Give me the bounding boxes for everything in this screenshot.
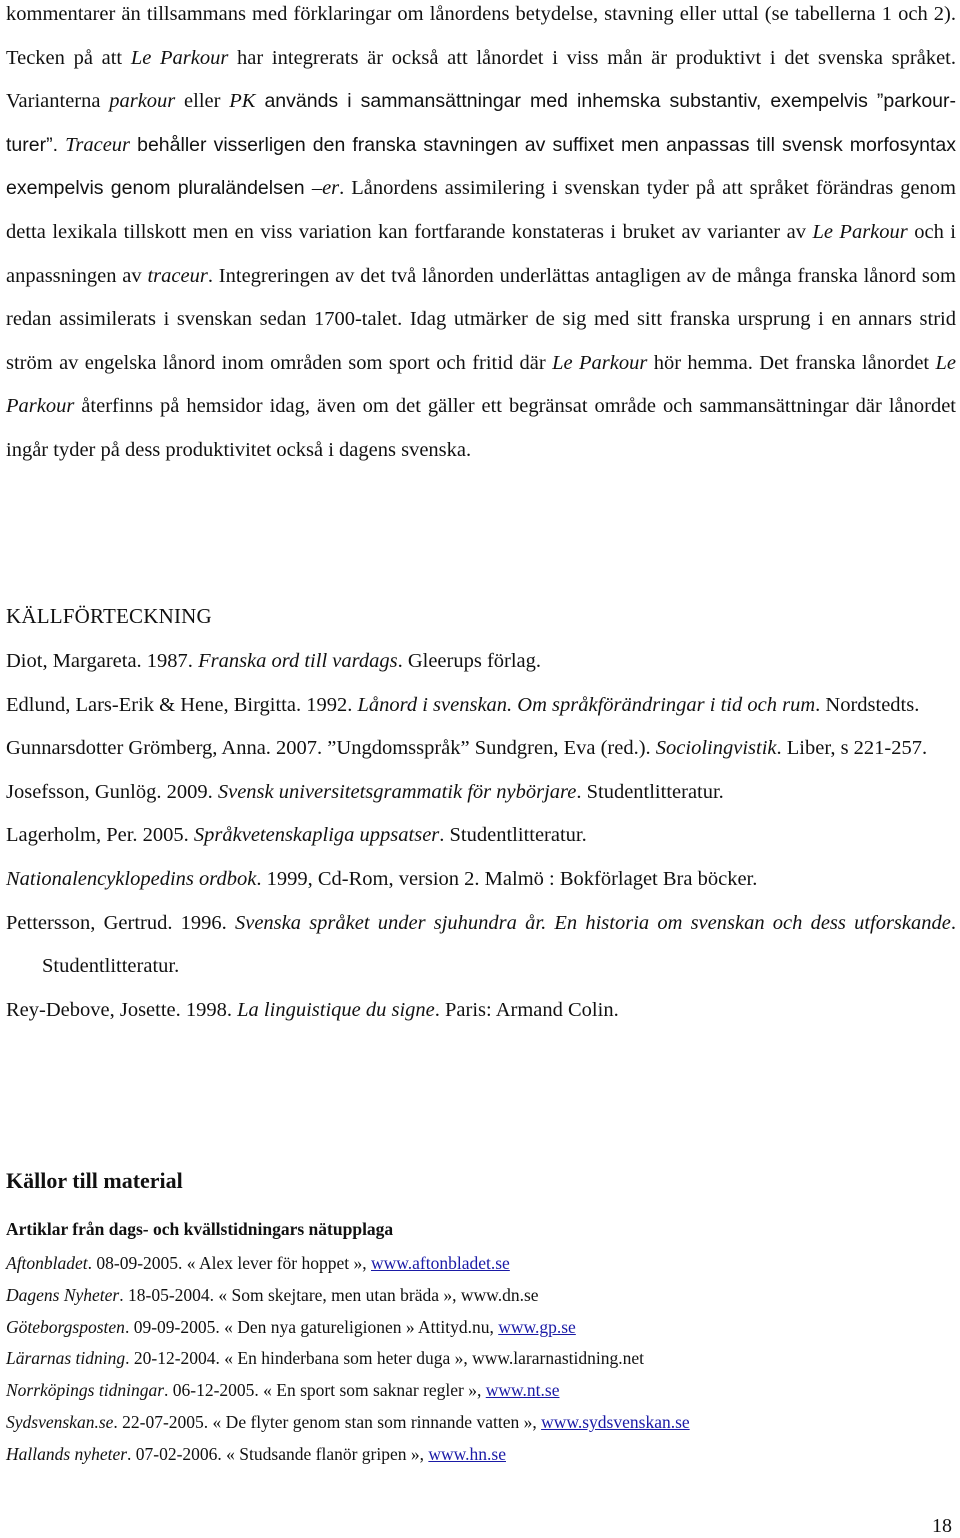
ref-title: Språkvetenskapliga uppsatser — [193, 824, 440, 847]
text-run: behåller visserligen den franska stavningen av suffixet men anpassas till svensk morfosyntax exempelvis genom pluraländelsen — [6, 133, 956, 200]
italic-term: Le Parkour — [130, 46, 229, 69]
references-heading: KÄLLFÖRTECKNING — [6, 604, 212, 628]
source-text: . 07-02-2006. « Studsande flanör gripen », — [127, 1443, 429, 1464]
source-text: . 09-09-2005. « Den nya gatureligionen » Attityd.nu, — [124, 1316, 499, 1337]
text-run: har integrerats är också att lånordet i viss mån är produktivt i det svenska språket. Varianterna — [6, 46, 956, 113]
source-title: Hallands nyheter — [6, 1443, 128, 1464]
italic-term: Le Parkour — [552, 351, 648, 374]
ref-text: Gunnarsdotter Grömberg, Anna. 2007. ”Ungdomsspråk” Sundgren, Eva (red.). — [6, 737, 656, 760]
source-item — [6, 1439, 690, 1471]
ref-text: Pettersson, Gertrud. 1996. — [6, 911, 235, 934]
source-item — [6, 1407, 690, 1439]
source-link[interactable]: www.sydsvenskan.se — [541, 1411, 690, 1432]
source-link[interactable]: www.gp.se — [498, 1316, 576, 1337]
source-text: . 18-05-2004. « Som skejtare, men utan bräda », www.dn.se — [119, 1284, 539, 1305]
ref-text: . Studentlitteratur. — [439, 824, 587, 847]
source-item — [6, 1312, 690, 1344]
ref-text: . Studentlitteratur. — [576, 780, 724, 803]
ref-title: Svenska språket under sjuhundra år. En historia om svenskan och dess utforskande — [234, 911, 951, 934]
ref-title: La linguistique du signe — [237, 998, 435, 1021]
source-text: . 06-12-2005. « En sport som saknar regler », — [164, 1380, 486, 1401]
italic-term: Le Parkour — [812, 220, 908, 243]
ref-text: . Gleerups förlag. — [397, 650, 542, 672]
reference-item — [6, 771, 956, 815]
source-title: Dagens Nyheter — [6, 1284, 120, 1305]
text-run: återfinns på hemsidor idag, även om det gäller ett begränsat område och sammansättningar där lånordet ingår tyder på dess produktivitet också i dagens svenska. — [6, 395, 956, 461]
source-title: Lärarnas tidning — [6, 1348, 126, 1369]
italic-term: Le Parkour — [6, 351, 957, 418]
text-run: kommentarer än tillsammans med förklaringar om lånordens betydelse, stavning eller uttal (se tabellerna 1 och 2). Tecken på att — [6, 3, 956, 69]
ref-text: Diot, Margareta. 1987. — [6, 650, 199, 672]
ref-title: Franska ord till vardags — [198, 650, 398, 672]
source-text: . 08-09-2005. « Alex lever för hoppet », — [87, 1253, 371, 1273]
italic-term: traceur — [147, 264, 208, 287]
page-number: 18 — [932, 1515, 952, 1537]
source-item — [6, 1375, 690, 1407]
reference-item — [6, 640, 956, 684]
source-item — [6, 1280, 690, 1312]
material-heading: Källor till material — [6, 1168, 183, 1193]
reference-item — [6, 858, 956, 902]
ref-text: Lagerholm, Per. 2005. — [6, 824, 194, 847]
text-run: . Integreringen av det två lånorden underlättas antagligen av de många franska lånord som redan assimilerats i svenskan sedan 1700-talet. Idag utmärker de sig med sitt franska ursprung i en annars strid ström av engelska lånord inom områden som sport och fritid där — [6, 264, 956, 374]
reference-list — [6, 640, 956, 1032]
material-subheading: Artiklar från dags- och kvällstidningars nätupplaga — [6, 1219, 394, 1239]
source-title: Norrköpings tidningar — [6, 1380, 165, 1401]
ref-title: Sociolingvistik — [655, 737, 777, 760]
source-text: . 22-07-2005. « De flyter genom stan som rinnande vatten », — [113, 1411, 542, 1432]
source-title: Göteborgsposten — [6, 1316, 125, 1337]
ref-text: Edlund, Lars-Erik & Hene, Birgitta. 1992. — [6, 693, 358, 716]
ref-text: . Liber, s 221-257. — [776, 737, 928, 760]
source-list — [6, 1248, 690, 1471]
ref-text: . Paris: Armand Colin. — [434, 998, 619, 1021]
source-link[interactable]: www.nt.se — [485, 1380, 560, 1401]
ref-text: Josefsson, Gunlög. 2009. — [6, 780, 218, 803]
source-link[interactable]: www.hn.se — [428, 1443, 506, 1464]
source-text: . 20-12-2004. « En hinderbana som heter duga », www.lararnastidning.net — [125, 1348, 644, 1369]
reference-item — [6, 684, 956, 728]
ref-title: Lånord i svenskan. Om språkförändringar i tid och rum — [357, 693, 816, 716]
text-run: . Lånordens assimilering i svenskan tyder på att språket förändras genom detta lexikala tillskott men en viss variation kan fortfarande konstateras i bruket av varianter av — [6, 177, 956, 243]
ref-title: Nationalencyklopedins ordbok — [6, 867, 257, 890]
ref-text: . 1999, Cd-Rom, version 2. Malmö : Bokförlaget Bra böcker. — [256, 867, 758, 890]
ref-text: Rey-Debove, Josette. 1998. — [6, 998, 238, 1021]
ref-title: Svensk universitetsgrammatik för nybörjare — [217, 780, 577, 803]
reference-item — [6, 727, 956, 771]
source-title: Sydsvenskan.se — [6, 1411, 114, 1432]
text-run: används i sammansättningar med inhemska substantiv, exempelvis ”parkour-turer”. — [6, 90, 957, 156]
source-item — [6, 1248, 690, 1280]
body-paragraph — [6, 0, 956, 473]
text-run: och i anpassningen av — [6, 220, 957, 287]
reference-item — [6, 814, 956, 858]
ref-text: . Studentlitteratur. — [42, 911, 956, 978]
italic-term: Traceur — [65, 133, 131, 156]
text-run: hör hemma. Det franska lånordet — [647, 351, 936, 374]
text-run: eller — [175, 90, 230, 113]
source-title: Aftonbladet — [6, 1253, 88, 1273]
ref-text: . Nordstedts. — [815, 693, 920, 716]
reference-item — [6, 902, 956, 989]
reference-item — [6, 989, 956, 1033]
source-link[interactable]: www.aftonbladet.se — [371, 1253, 510, 1273]
italic-term: PK — [229, 90, 256, 113]
italic-term: parkour — [109, 90, 176, 113]
source-item — [6, 1343, 690, 1375]
italic-term: –er — [311, 177, 340, 200]
